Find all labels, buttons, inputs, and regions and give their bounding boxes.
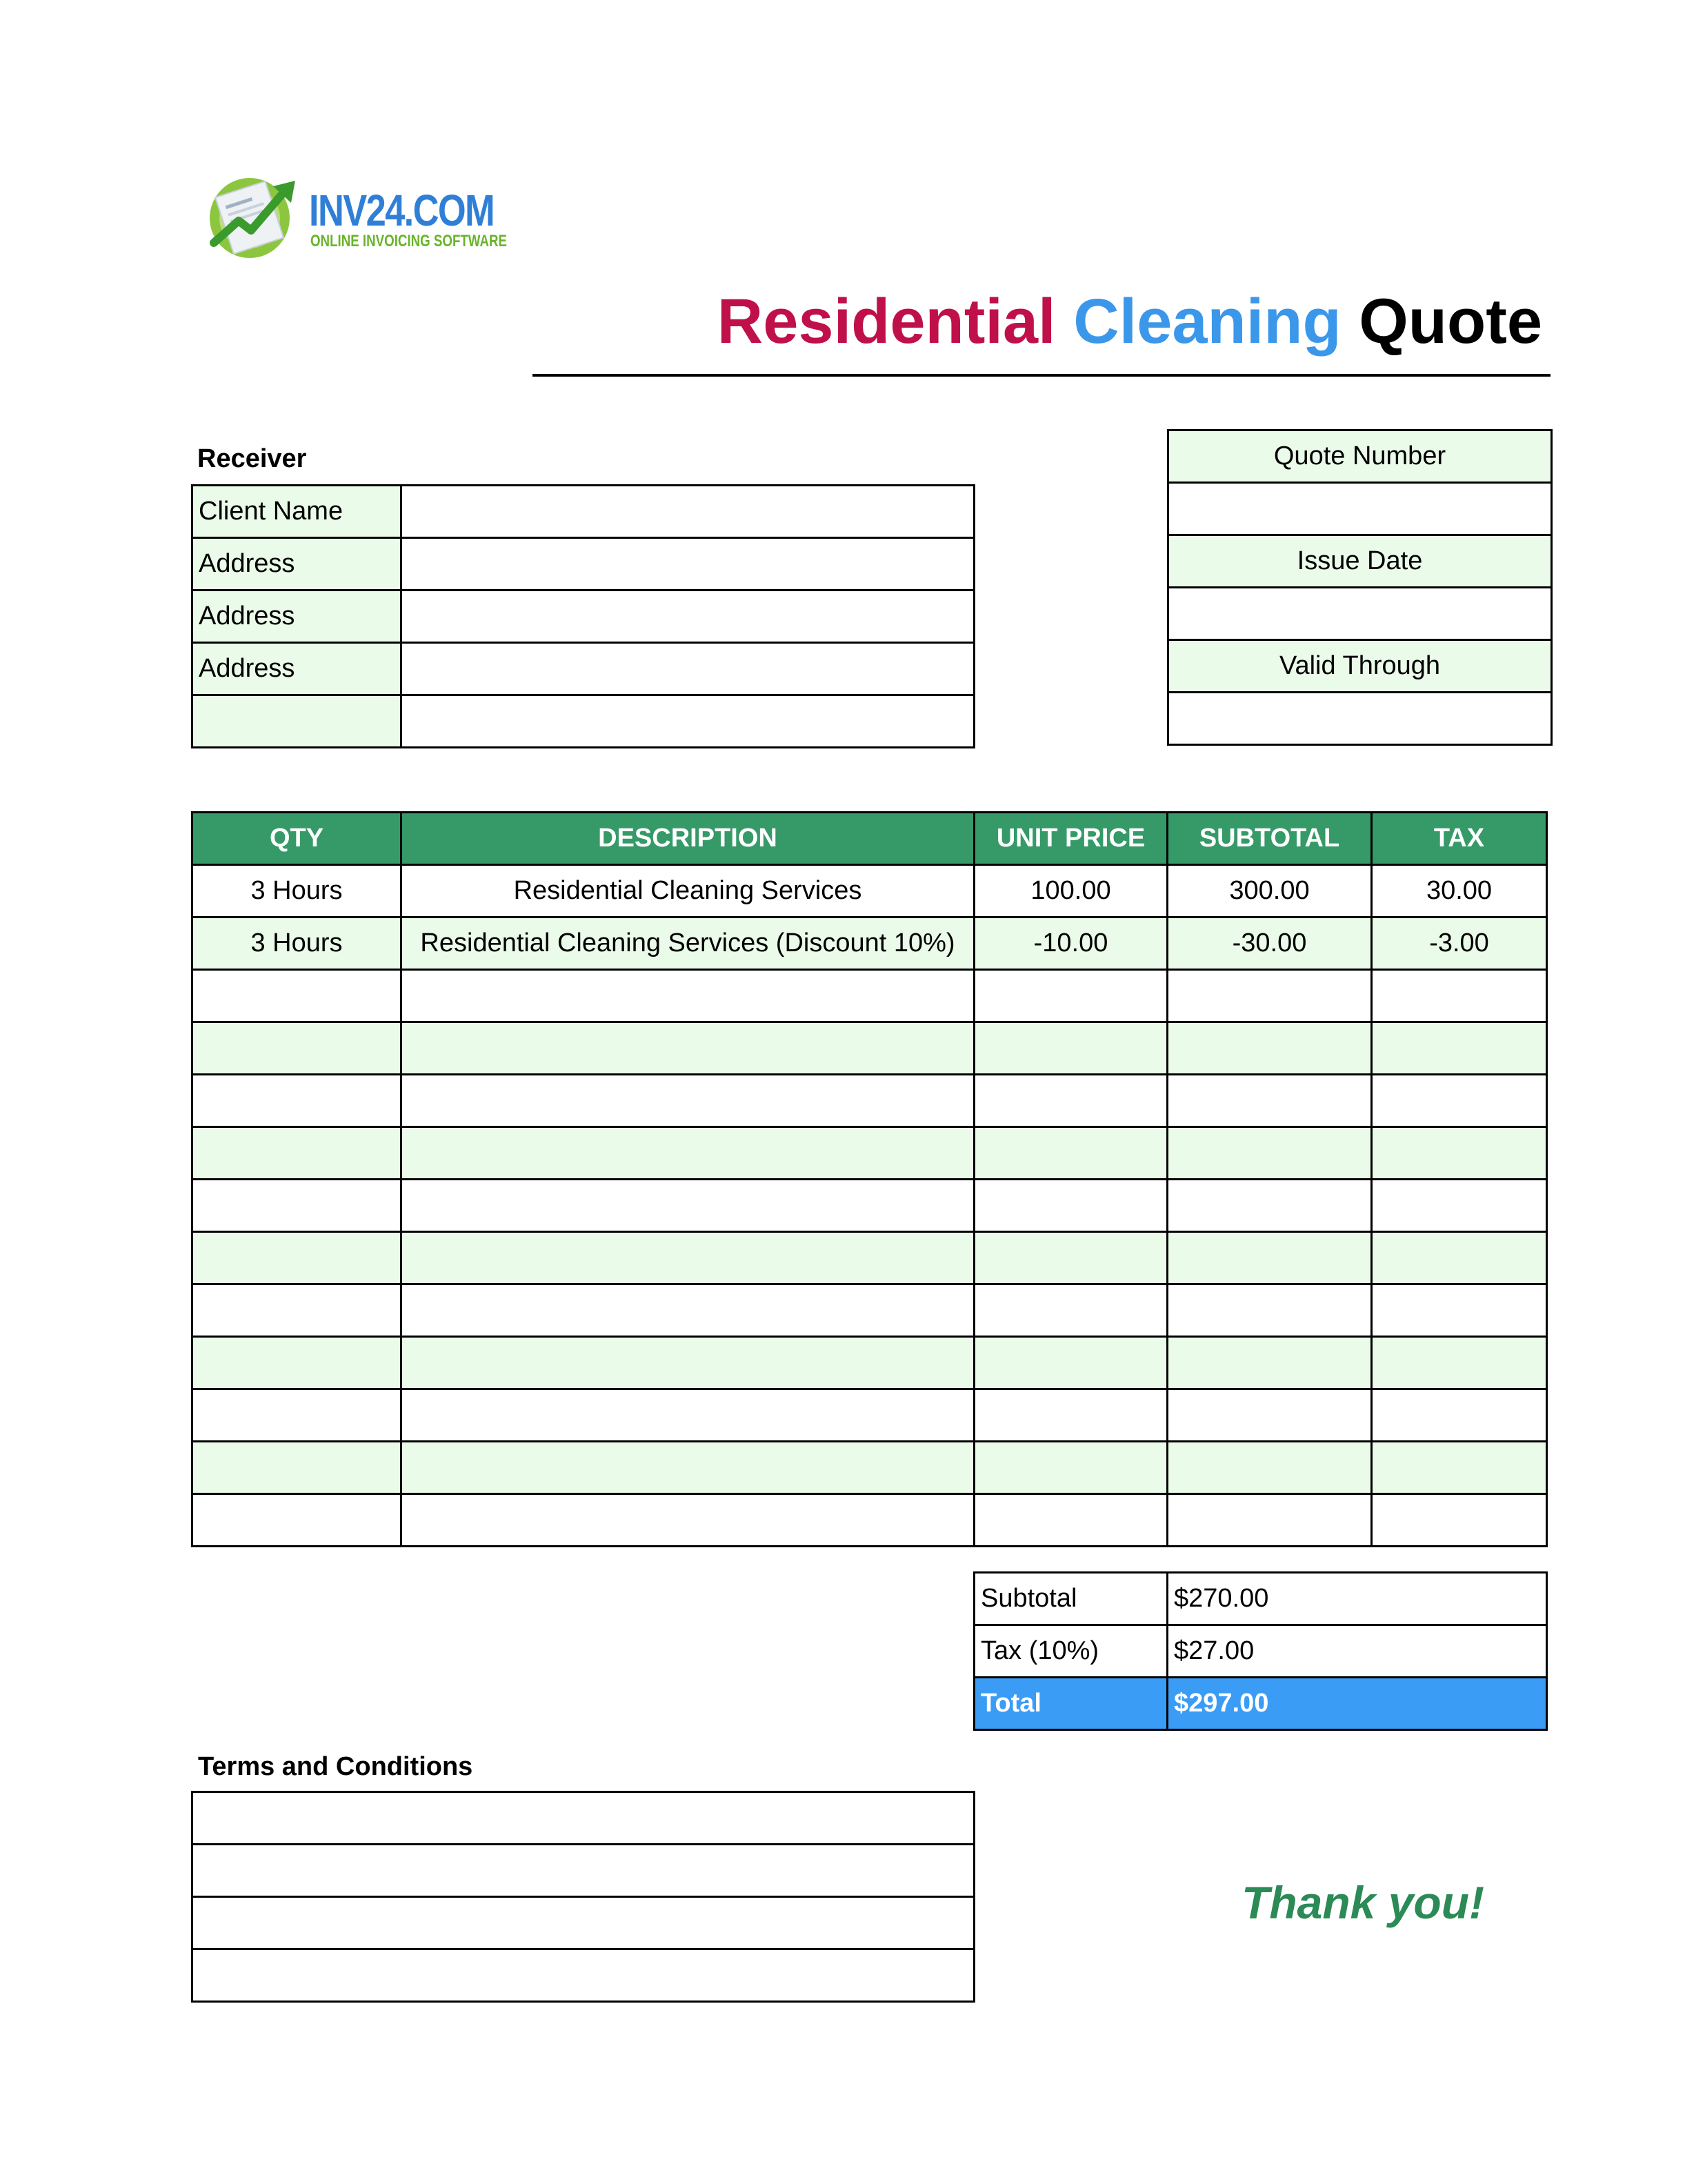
tax-label: Tax (10%) bbox=[975, 1625, 1168, 1678]
qty-cell[interactable] bbox=[192, 1389, 401, 1442]
receiver-field-label: Address bbox=[192, 538, 401, 590]
table-row bbox=[192, 1389, 1547, 1442]
terms-line[interactable] bbox=[192, 1949, 975, 2002]
qty-cell[interactable] bbox=[192, 1022, 401, 1075]
terms-label: Terms and Conditions bbox=[198, 1752, 473, 1781]
tax-cell[interactable]: -3.00 bbox=[1372, 917, 1547, 970]
description-cell[interactable] bbox=[401, 1022, 975, 1075]
tax-cell[interactable] bbox=[1372, 1494, 1547, 1547]
address-field[interactable] bbox=[401, 538, 975, 590]
subtotal-cell[interactable] bbox=[1168, 1442, 1372, 1494]
qty-cell[interactable]: 3 Hours bbox=[192, 917, 401, 970]
description-cell[interactable] bbox=[401, 1494, 975, 1547]
subtotal-cell[interactable]: 300.00 bbox=[1168, 865, 1372, 917]
valid-through-label: Valid Through bbox=[1168, 640, 1552, 693]
tax-cell[interactable]: 30.00 bbox=[1372, 865, 1547, 917]
qty-cell[interactable] bbox=[192, 1337, 401, 1389]
quote-number-field[interactable] bbox=[1168, 483, 1552, 535]
subtotal-cell[interactable] bbox=[1168, 1180, 1372, 1232]
terms-line[interactable] bbox=[192, 1845, 975, 1897]
line-items-table bbox=[191, 811, 1548, 1547]
issue-date-field[interactable] bbox=[1168, 588, 1552, 640]
title-word-quote: Quote bbox=[1359, 286, 1542, 357]
qty-cell[interactable] bbox=[192, 1494, 401, 1547]
terms-line[interactable] bbox=[192, 1897, 975, 1949]
client-name-field[interactable] bbox=[401, 486, 975, 538]
quote-number-label: Quote Number bbox=[1168, 430, 1552, 483]
table-row bbox=[192, 1494, 1547, 1547]
title-divider bbox=[532, 374, 1551, 377]
unit-price-cell[interactable] bbox=[975, 970, 1168, 1022]
table-row bbox=[192, 865, 1547, 917]
column-header-tax: TAX bbox=[1372, 813, 1547, 865]
subtotal-cell[interactable] bbox=[1168, 1494, 1372, 1547]
growth-arrow-document-icon bbox=[207, 171, 303, 261]
qty-cell[interactable] bbox=[192, 1284, 401, 1337]
description-cell[interactable] bbox=[401, 1442, 975, 1494]
subtotal-cell[interactable] bbox=[1168, 1127, 1372, 1180]
valid-through-field[interactable] bbox=[1168, 693, 1552, 745]
unit-price-cell[interactable] bbox=[975, 1180, 1168, 1232]
company-logo bbox=[207, 171, 507, 268]
table-row bbox=[192, 917, 1547, 970]
qty-cell[interactable] bbox=[192, 1075, 401, 1127]
unit-price-cell[interactable] bbox=[975, 1442, 1168, 1494]
table-row bbox=[192, 1127, 1547, 1180]
unit-price-cell[interactable] bbox=[975, 1494, 1168, 1547]
tax-cell[interactable] bbox=[1372, 1127, 1547, 1180]
unit-price-cell[interactable]: -10.00 bbox=[975, 917, 1168, 970]
subtotal-label: Subtotal bbox=[975, 1573, 1168, 1625]
unit-price-cell[interactable] bbox=[975, 1389, 1168, 1442]
unit-price-cell[interactable] bbox=[975, 1284, 1168, 1337]
subtotal-cell[interactable] bbox=[1168, 1337, 1372, 1389]
description-cell[interactable] bbox=[401, 1075, 975, 1127]
subtotal-cell[interactable] bbox=[1168, 1232, 1372, 1284]
table-row bbox=[192, 1442, 1547, 1494]
subtotal-cell[interactable]: -30.00 bbox=[1168, 917, 1372, 970]
receiver-extra-field[interactable] bbox=[401, 695, 975, 748]
receiver-field-label: Address bbox=[192, 590, 401, 643]
subtotal-value: $270.00 bbox=[1168, 1573, 1547, 1625]
logo-subtitle: ONLINE INVOICING SOFTWARE bbox=[310, 232, 507, 250]
qty-cell[interactable] bbox=[192, 1180, 401, 1232]
column-header-unit-price: UNIT PRICE bbox=[975, 813, 1168, 865]
document-title bbox=[717, 286, 1542, 357]
table-row bbox=[192, 970, 1547, 1022]
address-field[interactable] bbox=[401, 643, 975, 695]
total-value: $297.00 bbox=[1168, 1678, 1547, 1730]
total-label: Total bbox=[975, 1678, 1168, 1730]
qty-cell[interactable]: 3 Hours bbox=[192, 865, 401, 917]
thank-you-message: Thank you! bbox=[1242, 1877, 1485, 1928]
unit-price-cell[interactable] bbox=[975, 1075, 1168, 1127]
qty-cell[interactable] bbox=[192, 970, 401, 1022]
receiver-table bbox=[191, 484, 975, 748]
table-row bbox=[192, 1022, 1547, 1075]
receiver-field-label: Address bbox=[192, 643, 401, 695]
unit-price-cell[interactable] bbox=[975, 1232, 1168, 1284]
unit-price-cell[interactable]: 100.00 bbox=[975, 865, 1168, 917]
table-row bbox=[192, 1232, 1547, 1284]
tax-cell[interactable] bbox=[1372, 1075, 1547, 1127]
unit-price-cell[interactable] bbox=[975, 1337, 1168, 1389]
terms-table bbox=[191, 1791, 975, 2003]
tax-value: $27.00 bbox=[1168, 1625, 1547, 1678]
description-cell[interactable] bbox=[401, 1127, 975, 1180]
unit-price-cell[interactable] bbox=[975, 1022, 1168, 1075]
logo-title: INV24.COM bbox=[309, 186, 495, 235]
subtotal-cell[interactable] bbox=[1168, 1022, 1372, 1075]
tax-cell[interactable] bbox=[1372, 970, 1547, 1022]
terms-line[interactable] bbox=[192, 1792, 975, 1845]
subtotal-cell[interactable] bbox=[1168, 1075, 1372, 1127]
total-row bbox=[975, 1678, 1547, 1730]
column-header-qty: QTY bbox=[192, 813, 401, 865]
receiver-field-label bbox=[192, 695, 401, 748]
totals-table bbox=[973, 1571, 1548, 1731]
receiver-row bbox=[192, 590, 975, 643]
subtotal-row bbox=[975, 1573, 1547, 1625]
description-cell[interactable] bbox=[401, 1389, 975, 1442]
qty-cell[interactable] bbox=[192, 1442, 401, 1494]
tax-cell[interactable] bbox=[1372, 1337, 1547, 1389]
receiver-label: Receiver bbox=[197, 444, 307, 473]
table-row bbox=[192, 1284, 1547, 1337]
receiver-row bbox=[192, 538, 975, 590]
description-cell[interactable]: Residential Cleaning Services (Discount 10%) bbox=[401, 917, 975, 970]
tax-row bbox=[975, 1625, 1547, 1678]
description-cell[interactable] bbox=[401, 1284, 975, 1337]
table-row bbox=[192, 1180, 1547, 1232]
qty-cell[interactable] bbox=[192, 1232, 401, 1284]
address-field[interactable] bbox=[401, 590, 975, 643]
issue-date-label: Issue Date bbox=[1168, 535, 1552, 588]
receiver-field-label: Client Name bbox=[192, 486, 401, 538]
tax-cell[interactable] bbox=[1372, 1232, 1547, 1284]
column-header-description: DESCRIPTION bbox=[401, 813, 975, 865]
title-word-cleaning: Cleaning bbox=[1073, 286, 1342, 357]
subtotal-cell[interactable] bbox=[1168, 970, 1372, 1022]
tax-cell[interactable] bbox=[1372, 1442, 1547, 1494]
table-row bbox=[192, 1075, 1547, 1127]
description-cell[interactable] bbox=[401, 1337, 975, 1389]
quote-info-table bbox=[1167, 429, 1553, 746]
tax-cell[interactable] bbox=[1372, 1022, 1547, 1075]
description-cell[interactable]: Residential Cleaning Services bbox=[401, 865, 975, 917]
title-word-residential: Residential bbox=[717, 286, 1056, 357]
subtotal-cell[interactable] bbox=[1168, 1284, 1372, 1337]
receiver-row bbox=[192, 486, 975, 538]
tax-cell[interactable] bbox=[1372, 1389, 1547, 1442]
table-header-row bbox=[192, 813, 1547, 865]
receiver-row bbox=[192, 695, 975, 748]
description-cell[interactable] bbox=[401, 1232, 975, 1284]
description-cell[interactable] bbox=[401, 970, 975, 1022]
table-row bbox=[192, 1337, 1547, 1389]
tax-cell[interactable] bbox=[1372, 1284, 1547, 1337]
qty-cell[interactable] bbox=[192, 1127, 401, 1180]
unit-price-cell[interactable] bbox=[975, 1127, 1168, 1180]
receiver-row bbox=[192, 643, 975, 695]
subtotal-cell[interactable] bbox=[1168, 1389, 1372, 1442]
description-cell[interactable] bbox=[401, 1180, 975, 1232]
tax-cell[interactable] bbox=[1372, 1180, 1547, 1232]
column-header-subtotal: SUBTOTAL bbox=[1168, 813, 1372, 865]
